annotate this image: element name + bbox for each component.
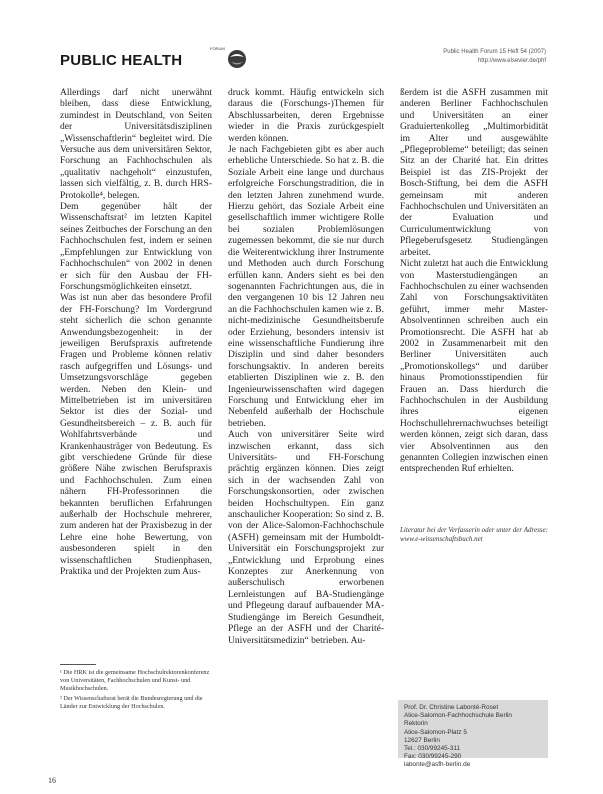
author-email[interactable]: labonte@asfh-berlin.de [404,761,471,769]
author-street: Alice-Salomon-Platz 5 [404,728,467,736]
literature-note [400,526,548,544]
paragraph: Nicht zuletzt hat auch die Entwicklung von Masterstudiengängen an Fachhochschulen zu einer wachsenden Zahl von Forschungsaktivitäten geführt, immer mehr Master-Absolventinnen schreiben auch ein Promotionsrecht. Die ASFH hat ab 2002 in Zusammenarbeit mit den Berliner Universitäten auch „Promotionskollegs“ und darüber hinaus Promotionsstipendien für Frauen an. Dass hierdurch die Fachhochschulen in der Ausbildung ihres eigenen Hochschullehrernachwuchses beteiligt werden können, zeigt sich daran, dass vier Absolventinnen aus den genannten Collegien inzwischen einen entsprechenden Ruf erhielten. [400,259,548,475]
text-column-1 [60,88,212,578]
paragraph: Was ist nun aber das besondere Profil der FH-Forschung? Im Vordergrund steht sicherlich die schon genannte Anwendungsbezogenheit: in der jeweiligen Berufspraxis auftretende Fragen und Probleme können relativ rasch aufgegriffen und Lösungs- und Umsetzungsvorschläge gegeben werden. Neben den Klein- und Mittelbetrieben ist im universitären Sektor ist dies der Sozial- und Gesundheitsbereich – z. B. auch für Wohlfahrtsverbände und Krankenhausträger von Bedeutung. Es gibt verschiedene Gründe für diese größere Nähe zwischen Berufspraxis und Fachhochschulen. Zum einen nähern FH-Professorinnen die bekannten beruflichen Erfahrungen außerhalb der Hochschule mehrerer, zum anderen hat der Praxisbezug in der Lehre eine hohe Bewertung, von ausbesonderen spielt in den wissenschaftlichen Studienphasen, Praktika und der Projekten zum Aus- [60,293,212,578]
text-column-2 [228,88,384,647]
paragraph: Je nach Fachgebieten gibt es aber auch erhebliche Unterschiede. So hat z. B. die Soziale Arbeit eine lange und durchaus erfolgreiche Forschungstradition, die in den letzten Jahren zunehmend wurde. Hierzu gehört, das Soziale Arbeit eine gesellschaftlich immer wichtigere Rolle bei sozialen Problemlösungen zugemessen bekommt, die sie nur durch die Weiterentwicklung ihrer Instrumente und Methoden auch durch Forschung erfüllen kann. Anders sieht es bei den sogenannten Fachrichtungen aus, die in den vergangenen 10 bis 12 Jahren neu an die Fachhochschulen kamen wie z. B. nicht-medizinische Gesundheitsberufe oder Erziehung, besonders intensiv ist eine wissenschaftliche Fundierung ihre Disziplin und sind daher besonders forschungsaktiv. In anderen bereits etablierten Disziplinen wie z. B. den Ingenieurwissenschaften wird dagegen Forschung und Entwicklung eher im Nebenfeld außerhalb der Hochschule betrieben. [228,145,384,429]
author-name: Prof. Dr. Christine Labonté-Roset [404,704,499,711]
footnotes [60,664,212,713]
author-institution: Alice-Salomon-Fachhochschule Berlin [404,712,512,720]
author-address-box [398,700,548,769]
author-city: 12627 Berlin [404,736,440,744]
page-number: 16 [48,776,56,785]
paragraph: Allerdings darf nicht unerwähnt bleiben, dass diese Entwicklung, zumindest in Deutschland, von Seiten der Universitätsdisziplinen „Wissenschaftlerin“ begleitet wird. Die Versuche aus dem universitären Sektor, Forschung an Fachhochschulen als „qualitativ nachgeholt“ einzustufen, lassen sich vielfältig, z. B. durch HRS-Protokolle⁴, belegen. [60,88,212,201]
footnote: ¹ Die HRK ist die gemeinsame Hochschulrektorenkonferenz von Universitäten, Fachhochschulen und Kunst- und Musikhochschulen. [60,669,210,692]
literature-note-text: Literatur bei der Verfasserin oder unter der Adresse: [400,526,548,534]
citation-line: Public Health Forum 15 Heft 54 (2007) [443,49,546,55]
citation-url: http://www.elsevier.de/phf [477,58,546,64]
public-health-logo-globe-icon [226,48,248,70]
journal-citation [443,48,546,66]
literature-note-link[interactable]: www.e-wissenschaftsbuch.net [400,535,483,543]
paragraph: Auch von universitärer Seite wird inzwischen erkannt, dass sich Universitäts- und FH-Forschung prächtig ergänzen können. Dies zeigt sich in der wachsenden Zahl von Forschungskonsortien, oder zwischen beiden Hochschultypen. Ein ganz anschaulicher Kooperation: So sind z. B. von der Alice-Salomon-Fachhochschule (ASFH) gemeinsam mit der Humboldt-Universität ein Forschungsprojekt zur „Entwicklung und Erprobung eines Konzeptes zur Anerkennung von außerschulisch erworbenen Lernleistungen auf BA-Studiengänge und Pflegeung darauf aufbauender MA-Studiengänge im Bereich Gesundheit, Pflege an der ASFH und der Charité-Universitätsmedizin“ betrieben. Au- [228,430,384,646]
footnote: ² Der Wissenschaftsrat berät die Bundesregierung und die Länder zur Entwicklung der Hochschulen. [60,695,203,710]
paragraph: ßerdem ist die ASFH zusammen mit anderen Berliner Fachhochschulen und Universitäten an einer Graduiertenkolleg „Multimorbidität im Alter und ausgewählte „Pflegeprobleme“ beteiligt; das seinen Sitz an der Charité hat. Ein drittes Beispiel ist das ZIS-Projekt der Bosch-Stiftung, bei dem die ASFH gemeinsam mit anderen Fachhochschulen und Universitäten an der Evaluation und Curriculumentwicklung von Pflegeberufsgesetz Studiengängen arbeitet. [400,88,548,258]
journal-logo-text: PUBLIC HEALTH [60,52,183,69]
paragraph: druck kommt. Häufig entwickeln sich daraus die (Forschungs-)Themen für Abschlussarbeiten, deren Ergebnisse wieder in die Praxis zurückgespielt werden können. [228,88,384,144]
text-column-3 [400,88,548,476]
page-header [60,46,546,76]
author-fax: Fax: 030/99245-290 [404,753,462,761]
journal-logo-superscript: FORUM [210,46,225,51]
footnote-divider [60,664,96,665]
paragraph: Dem gegenüber hält der Wissenschaftsrat² im letzten Kapitel seines Zeitbuches der Forschung an den Fachhochschulen fest, indem er seinen „Empfehlungen zur Entwicklung von Fachhochschulen“ von 2002 in denen er sich für den Ausbau der FH-Forschungsmöglichkeiten einsetzt. [60,202,212,292]
author-role: Rektorin [404,720,428,728]
author-phone: Tel.: 030/99245-311 [404,745,461,753]
